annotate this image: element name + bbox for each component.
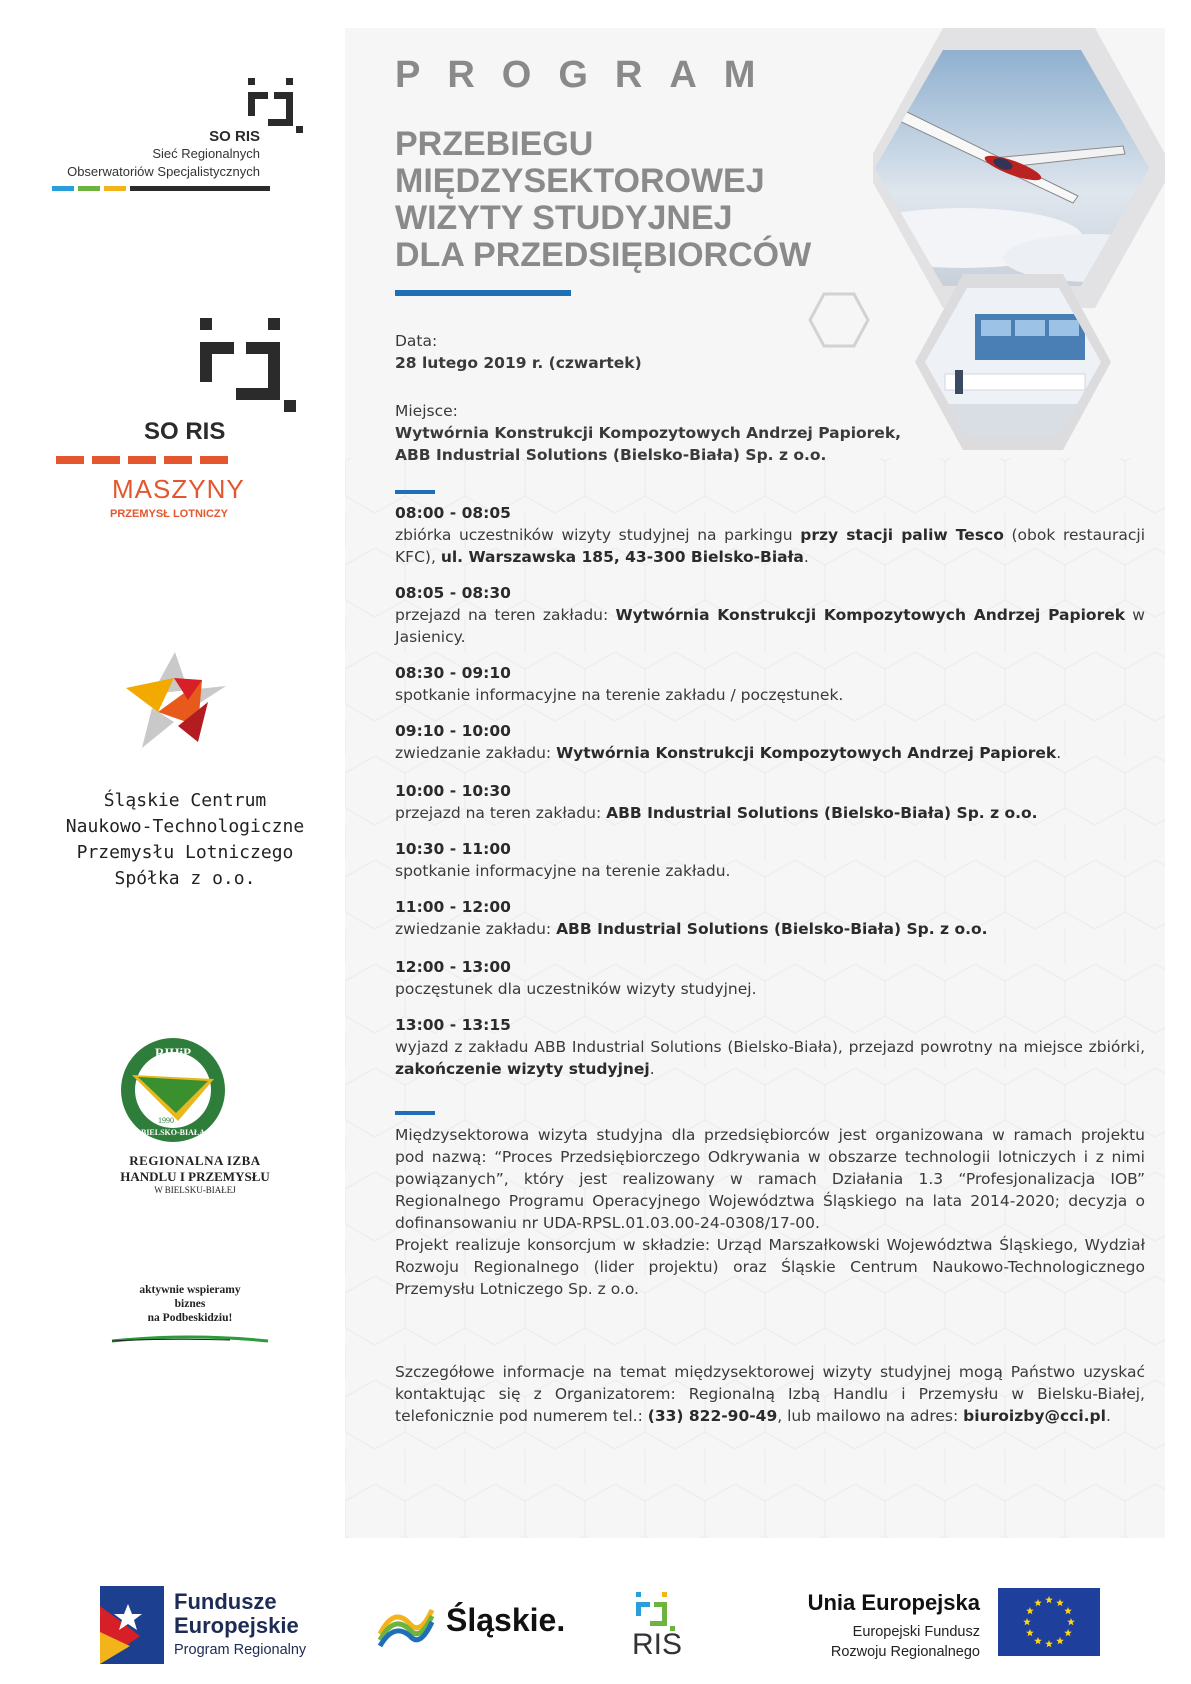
rihip-name [90, 1153, 300, 1195]
scnt-line1: Śląskie Centrum [103, 790, 267, 811]
aktywnie-logo [110, 1283, 270, 1358]
fe-line2: Europejskie [174, 1613, 299, 1638]
rihip-logo [90, 1035, 300, 1195]
svg-text:RIHiP: RIHiP [154, 1045, 192, 1060]
scnt-name [40, 788, 330, 892]
eu-title: Unia Europejska [807, 1590, 980, 1615]
fe-flag-icon [100, 1586, 164, 1664]
maszyny-title: MASZYNY [112, 474, 245, 504]
rihip-badge-icon [118, 1035, 228, 1145]
hexagon-outline-icon [808, 292, 870, 348]
rihip-line2: HANDLU I PRZEMYSŁU [120, 1169, 270, 1184]
sidebar-logos [0, 0, 345, 1560]
soris-color-bar [52, 186, 270, 191]
scnt-line2: Naukowo-Technologiczne [65, 816, 305, 837]
soris-large-mark-icon [200, 318, 296, 414]
place-label: Miejsce: [395, 402, 458, 420]
section-divider [395, 1111, 435, 1115]
schedule-time: 11:00 - 12:00 [395, 898, 511, 916]
soris-network-logo [52, 78, 322, 198]
scnt-star-icon [122, 650, 228, 750]
project-paragraph: Międzysektorowa wizyta studyjna dla przedsiębiorców jest organizowana w ramach projektu pod nazwą: “Proces Przedsiębiorczego Odkrywania w obszarze technologii lotniczych i z nimi powiązanych”, który jest realizowany w ramach Działania 1.3 “Profesjonalizacja IOB” Regionalnego Programu Operacyjnego Województwa Śląskiego na lata 2014-2020; decyzja o dofinansowaniu nr UDA-RPSL.01.03.00-24-0308/17-00. [395, 1126, 1145, 1232]
rihip-line3: W BIELSKU-BIAŁEJ [154, 1185, 236, 1195]
headline-line1: PRZEBIEGU [395, 125, 594, 163]
contact-paragraph: Szczegółowe informacje na temat międzysektorowej wizyty studyjnej mogą Państwo uzyskać kontaktując się z Organizatorem: Regionalną Izbą Handlu i Przemysłu w Bielsku-Białej, telefonicznie pod numerem tel.: (33) 822-90-49, lub mailowo na adres: biuroizby@cci.pl. [395, 1363, 1145, 1425]
soris-small-line1: Sieć Regionalnych [152, 146, 260, 161]
schedule-description: przejazd na teren zakładu: ABB Industrial Solutions (Bielsko-Biała) Sp. z o.o. [395, 804, 1038, 822]
schedule-description: przejazd na teren zakładu: Wytwórnia Konstrukcji Kompozytowych Andrzej Papiorek w Jasienicy. [395, 606, 1145, 646]
headline-line3: WIZYTY STUDYJNEJ [395, 199, 733, 237]
place-line2: ABB Industrial Solutions (Bielsko-Biała) Sp. z o.o. [395, 446, 827, 464]
soris-small-line2: Obserwatoriów Specjalistycznych [67, 164, 260, 179]
schedule-description: zbiórka uczestników wizyty studyjnej na parkingu przy stacji paliw Tesco (obok restauracji KFC), ul. Warszawska 185, 43-300 Bielsko-Biała. [395, 526, 1146, 566]
footer-logos [0, 1560, 1191, 1684]
fe-subtitle: Program Regionalny [174, 1642, 307, 1658]
schedule-time: 13:00 - 13:15 [395, 1016, 511, 1034]
schedule-item [395, 720, 1145, 764]
control-room-photo [915, 274, 1111, 450]
ris-wordmark: RIS [632, 1628, 683, 1661]
fe-line1: Fundusze [174, 1589, 277, 1614]
program-headline [395, 126, 811, 274]
program-panel [345, 28, 1165, 1538]
svg-text:BIELSKO-BIAŁA: BIELSKO-BIAŁA [140, 1128, 206, 1137]
scnt-line4: Spółka z o.o. [114, 868, 256, 889]
schedule-item [395, 956, 1145, 1000]
schedule-time: 08:30 - 09:10 [395, 664, 511, 682]
scnt-logo [40, 650, 330, 890]
aktywnie-line3: na Podbeskidziu! [147, 1312, 233, 1324]
slaskie-logo [376, 1600, 576, 1660]
headline-line2: MIĘDZYSEKTOROWEJ [395, 162, 765, 200]
schedule-item [395, 502, 1145, 568]
schedule-description: spotkanie informacyjne na terenie zakładu / poczęstunek. [395, 686, 844, 704]
fundusze-europejskie-logo [100, 1586, 330, 1668]
headline-underline [395, 290, 571, 296]
schedule-item [395, 582, 1145, 648]
place-line1: Wytwórnia Konstrukcji Kompozytowych Andrzej Papiorek, [395, 424, 902, 442]
project-description [395, 1124, 1145, 1300]
eu-flag-icon [998, 1588, 1100, 1656]
schedule-description: wyjazd z zakładu ABB Industrial Solutions (Bielsko-Biała), przejazd powrotny na miejsce zbiórki, zakończenie wizyty studyjnej. [395, 1038, 1145, 1078]
program-label: PROGRAM [395, 54, 783, 96]
swoosh-icon [110, 1331, 270, 1345]
ris-mark-icon [636, 1592, 676, 1632]
soris-small-name: SO RIS [209, 128, 260, 145]
date-value: 28 lutego 2019 r. (czwartek) [395, 354, 642, 372]
place-value [395, 422, 915, 466]
date-label: Data: [395, 332, 438, 350]
schedule-time: 08:05 - 08:30 [395, 584, 511, 602]
aktywnie-line2: biznes [174, 1298, 206, 1310]
soris-maszyny-logo [52, 318, 332, 518]
schedule-description: zwiedzanie zakładu: Wytwórnia Konstrukcji Kompozytowych Andrzej Papiorek. [395, 744, 1062, 762]
schedule-item [395, 838, 1145, 882]
schedule-time: 10:00 - 10:30 [395, 782, 511, 800]
headline-line4: DLA PRZEDSIĘBIORCÓW [395, 236, 812, 274]
slaskie-wordmark: Śląskie. [446, 1602, 566, 1638]
schedule-item [395, 780, 1145, 824]
eu-line2: Rozwoju Regionalnego [830, 1644, 980, 1660]
schedule-item [395, 896, 1145, 940]
eu-fund-logo [800, 1588, 1100, 1674]
schedule-item [395, 662, 1145, 706]
fe-title [174, 1590, 299, 1638]
eu-line1: Europejski Fundusz [852, 1624, 980, 1640]
schedule-time: 12:00 - 13:00 [395, 958, 511, 976]
maszyny-dash-bar [56, 456, 228, 464]
svg-text:1990: 1990 [158, 1116, 174, 1125]
scnt-line3: Przemysłu Lotniczego [76, 842, 294, 863]
schedule-item [395, 1014, 1145, 1080]
soris-mark-icon [248, 78, 304, 134]
schedule-description: spotkanie informacyjne na terenie zakładu. [395, 862, 731, 880]
slaskie-waves-icon [376, 1600, 436, 1650]
rihip-line1: REGIONALNA IZBA [129, 1153, 261, 1168]
schedule-time: 10:30 - 11:00 [395, 840, 511, 858]
schedule-description: zwiedzanie zakładu: ABB Industrial Solutions (Bielsko-Biała) Sp. z o.o. [395, 920, 988, 938]
maszyny-subtitle: PRZEMYSŁ LOTNICZY [110, 508, 228, 520]
aktywnie-line1: aktywnie wspieramy [139, 1284, 241, 1296]
schedule-time: 09:10 - 10:00 [395, 722, 511, 740]
soris-large-name: SO RIS [144, 418, 226, 445]
consortium-paragraph: Projekt realizuje konsorcjum w składzie: Urząd Marszałkowski Województwa Śląskiego, Wydział Rozwoju Regionalnego (lider projektu) oraz Śląskie Centrum Naukowo-Technologicznego Przemysłu Lotniczego Sp. z o.o. [395, 1236, 1145, 1298]
section-divider [395, 490, 435, 494]
schedule-description: poczęstunek dla uczestników wizyty studyjnej. [395, 980, 757, 998]
ris-logo [632, 1592, 722, 1672]
schedule-time: 08:00 - 08:05 [395, 504, 511, 522]
